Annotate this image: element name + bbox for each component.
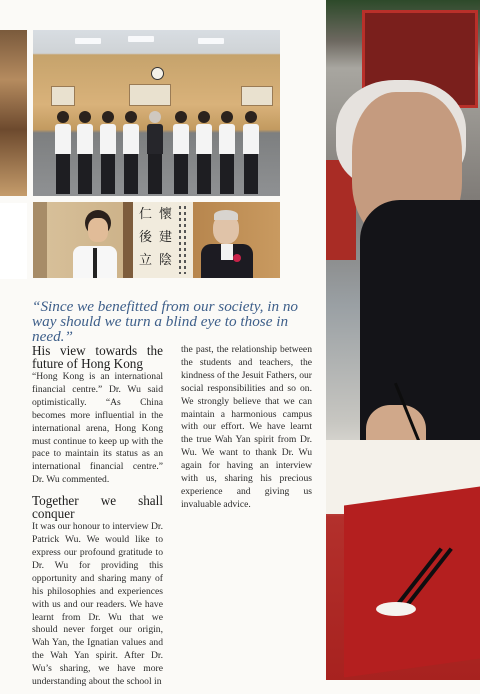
calligraphy-char: 懷 — [159, 207, 173, 222]
calligraphy-char: 陰 — [159, 253, 173, 268]
edge-photo — [0, 30, 27, 196]
article-paragraph: It was our honour to interview Dr. Patrick Wu. We would like to express our profound gratitude to Dr. Wu for providing this opportunity and sharing many of his philosophies and experiences with us and our readers. We have learnt from Dr. Wu that we should never forget our origin, Wah Yan, the Ignatian values and the Wah Yan spirit. After Dr. Wu’s sharing, we have more understanding about the school in — [32, 521, 163, 688]
pull-quote: “Since we benefitted from our society, in no way should we turn a blind eye to those in need.” — [32, 298, 299, 345]
section-heading: Together we shall conquer — [32, 493, 163, 522]
signing-photo — [326, 0, 480, 680]
wall-frame — [129, 84, 171, 106]
article-column-left — [32, 344, 163, 694]
person — [77, 111, 93, 194]
section-heading: His view towards the future of Hong Kong — [32, 343, 163, 371]
calligraphy-char: 立 — [139, 253, 153, 268]
calligraphy-char: 仁 — [139, 207, 153, 222]
dr-wu-photo — [193, 202, 280, 278]
wall-frame — [241, 86, 273, 106]
ceiling-light — [128, 36, 154, 42]
person — [100, 111, 116, 194]
calligraphy-char: 後 — [139, 230, 153, 245]
person — [243, 111, 259, 194]
ceiling-light — [198, 38, 224, 44]
wall-clock — [151, 67, 164, 80]
person — [55, 111, 71, 194]
group-photo — [33, 30, 280, 196]
calligraphy-photo — [123, 202, 193, 278]
person — [219, 111, 235, 194]
calligraphy-char: 建 — [159, 230, 173, 245]
person — [123, 111, 139, 194]
person — [196, 111, 212, 194]
article-paragraph: “Hong Kong is an international financial centre.” Dr. Wu said optimistically. “As China becomes more influential in the international arena, Hong Kong must continue to keep up with the pace to maintain its status as an international financial centre.” Dr. Wu commented. — [32, 371, 163, 486]
edge-photo-blank — [0, 203, 27, 279]
person — [173, 111, 189, 194]
article-paragraph: the past, the relationship between the students and teachers, the kindness of the Jesuit Fathers, our social responsibilities and so on. We strongly believe that we can maintain a harmonious campus with our effort. We have learnt the true Wah Yan spirit from Dr. Wu. We want to thank Dr. Wu again for having an interview with us, sharing his precious experience and giving us invaluable advice. — [181, 344, 312, 510]
wall-frame — [51, 86, 75, 106]
person-suit — [147, 111, 163, 194]
ceiling-light — [75, 38, 101, 44]
student-photo — [33, 202, 123, 278]
article-column-right — [181, 344, 312, 517]
